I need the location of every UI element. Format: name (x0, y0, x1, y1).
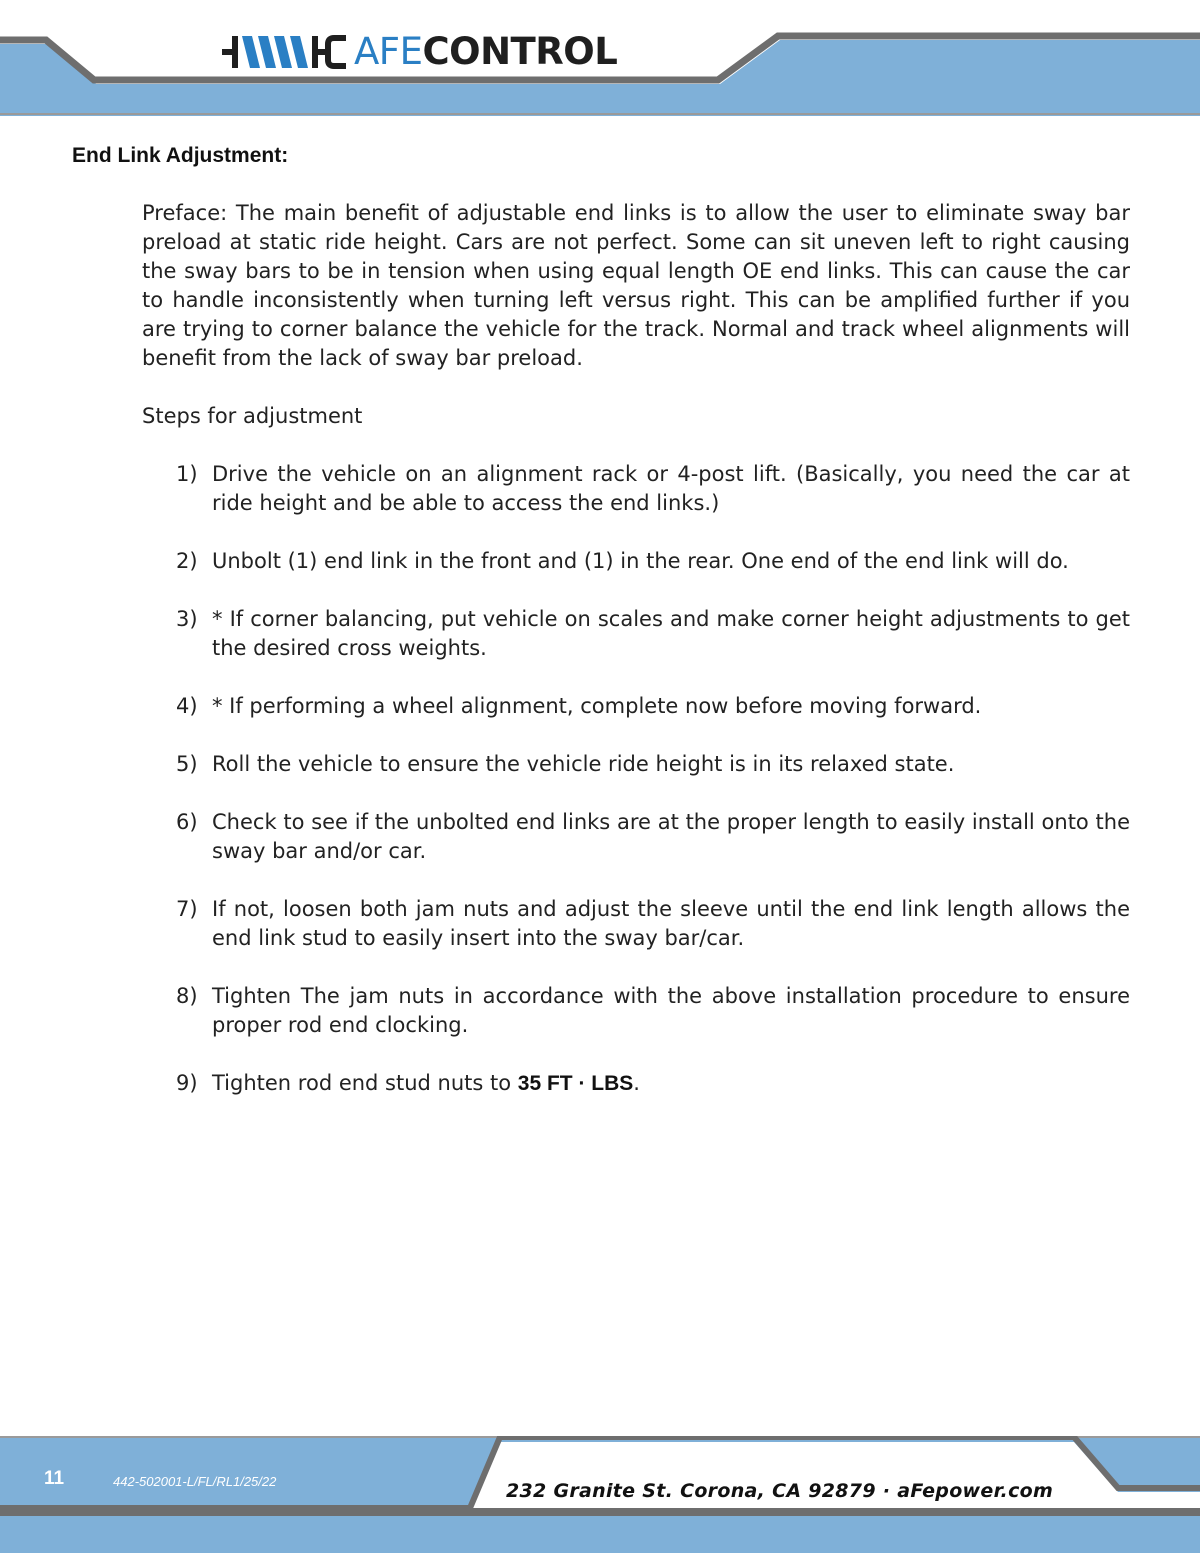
step-number: 7) (176, 897, 198, 921)
step-item-3 (176, 605, 1130, 663)
step-item-2 (176, 547, 1130, 576)
footer-address: 232 Granite St. Corona, CA 92879 · aFepower.com (506, 1480, 1054, 1502)
document-code: 442-502001-L/FL/RL1/25/22 (113, 1474, 277, 1489)
step-text: Check to see if the unbolted end links are at the proper length to easily install onto the sway bar and/or car. (212, 810, 1130, 863)
step-number: 4) (176, 694, 198, 718)
step-number: 1) (176, 462, 198, 486)
step-text: Unbolt (1) end link in the front and (1) in the rear. One end of the end link will do. (212, 549, 1069, 573)
page-number: 11 (44, 1468, 65, 1489)
preface-paragraph: Preface: The main benefit of adjustable end links is to allow the user to eliminate sway bar preload at static ride height. Cars are not perfect. Some can sit uneven left to right causing the sway bars to be in tension when using equal length OE end links. This can cause the car to handle inconsistently when turning left versus right. This can be amplified further if you are trying to corner balance the vehicle for the track. Normal and track wheel alignments will benefit from the lack of sway bar preload. (142, 201, 1130, 370)
step-number: 9) (176, 1071, 198, 1095)
torque-value: 35 FT · LBS (517, 1072, 634, 1095)
step-number: 5) (176, 752, 198, 776)
step-number: 2) (176, 549, 198, 573)
step-number: 8) (176, 984, 198, 1008)
logo-afe-text: AFE (354, 30, 423, 73)
step-text: If not, loosen both jam nuts and adjust the sleeve until the end link length allows the end link stud to easily insert into the sway bar/car. (212, 897, 1130, 950)
step-item-8 (176, 982, 1130, 1040)
logo-control-text: CONTROL (422, 30, 618, 73)
step-text: Drive the vehicle on an alignment rack or 4-post lift. (Basically, you need the car at ride height and be able to access the end links.) (212, 462, 1130, 515)
step-text: Tighten The jam nuts in accordance with the above installation procedure to ensure proper rod end clocking. (212, 984, 1130, 1037)
step-text (212, 1069, 1130, 1098)
steps-list (176, 460, 1130, 1127)
afe-control-logo (222, 30, 617, 74)
step-item-7 (176, 895, 1130, 953)
step-number: 3) (176, 607, 198, 631)
step-number: 6) (176, 810, 198, 834)
step-item-4 (176, 692, 1130, 721)
steps-heading: Steps for adjustment (142, 404, 363, 428)
section-title: End Link Adjustment: (72, 144, 289, 167)
step-item-6 (176, 808, 1130, 866)
step-text-after: . (633, 1071, 640, 1095)
step-text: Roll the vehicle to ensure the vehicle ride height is in its relaxed state. (212, 752, 955, 776)
step-text: * If performing a wheel alignment, complete now before moving forward. (212, 694, 982, 718)
step-item-9 (176, 1069, 1130, 1098)
coilover-logo-icon (222, 30, 348, 74)
logo-wordmark (354, 30, 617, 74)
step-text: * If corner balancing, put vehicle on scales and make corner height adjustments to get the desired cross weights. (212, 607, 1130, 660)
step-item-5 (176, 750, 1130, 779)
step-text-before: Tighten rod end stud nuts to (212, 1071, 518, 1095)
footer-gray-strip (0, 1508, 1200, 1516)
step-item-1 (176, 460, 1130, 518)
